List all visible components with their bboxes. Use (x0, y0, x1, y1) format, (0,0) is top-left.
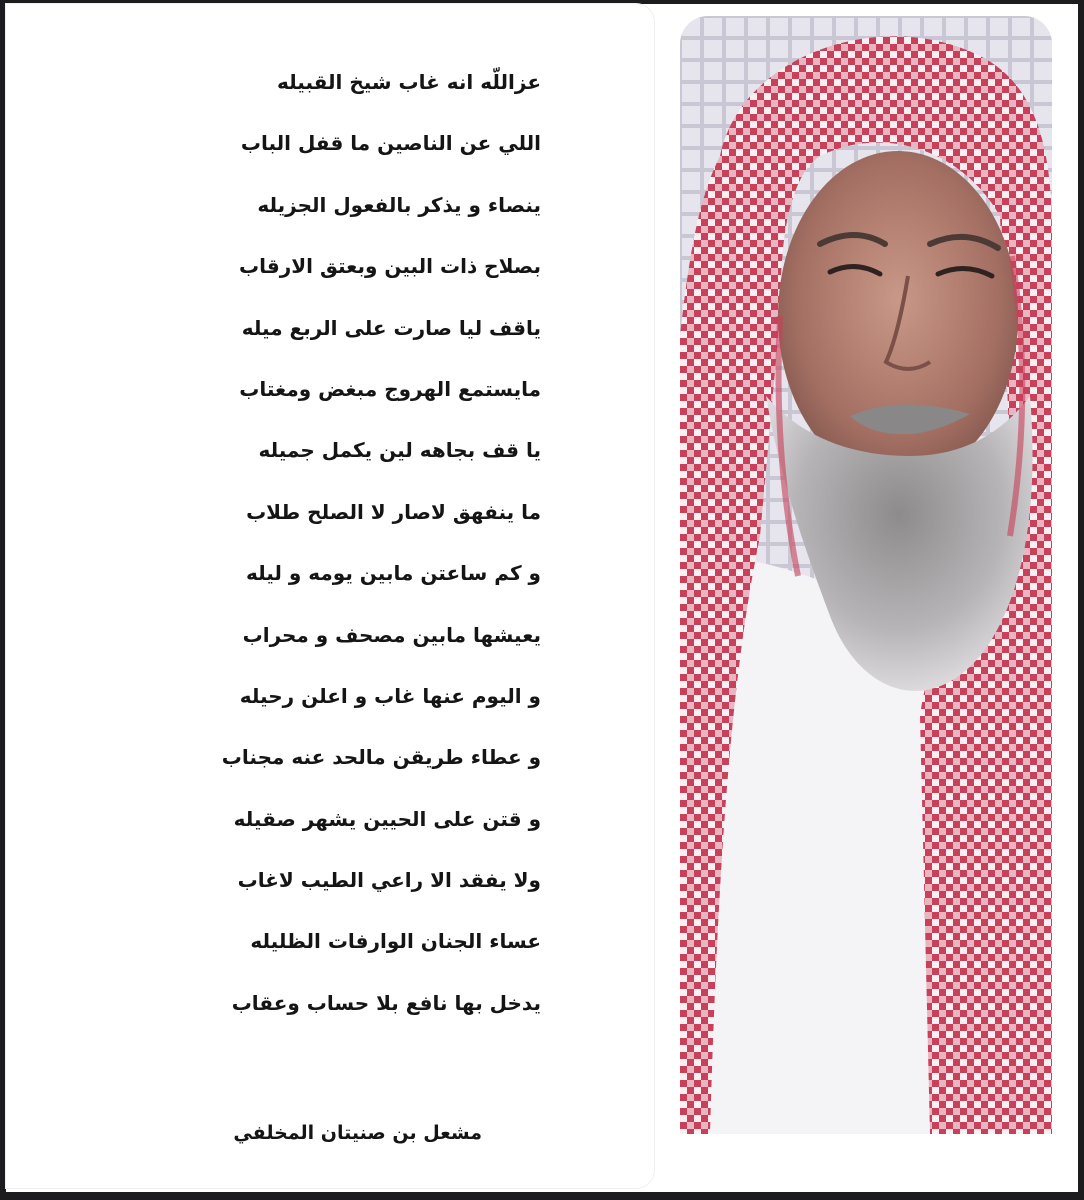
portrait-illustration (680, 16, 1052, 1134)
portrait-photo (680, 16, 1052, 1134)
poem-verse: ياقف ليا صارت على الربع ميله (241, 315, 541, 340)
poem-text (196, 62, 541, 1044)
poem-verse: يا قف بجاهه لين يكمل جميله (258, 438, 541, 463)
poem-verse: مايستمع الهروج مبغض ومغتاب (239, 376, 541, 401)
poem-verse: و عطاء طريقن مالحد عنه مجناب (221, 745, 541, 770)
poem-verse: بصلاح ذات البين وبعتق الارقاب (239, 254, 541, 279)
poem-verse: ولا يفقد الا راعي الطيب لاغاب (237, 868, 541, 893)
poem-author: مشعل بن صنيتان المخلفي (233, 1122, 482, 1144)
poem-card (6, 4, 654, 1188)
poem-verse: ما ينفهق لاصار لا الصلح طلاب (246, 499, 541, 524)
page-frame (6, 4, 1078, 1192)
poem-verse: و كم ساعتن مابين يومه و ليله (245, 561, 541, 586)
poem-verse: عساء الجنان الوارفات الظليله (250, 929, 541, 954)
poem-verse: ينصاء و يذكر بالفعول الجزيله (257, 192, 541, 217)
poem-verse: يعيشها مابين مصحف و محراب (242, 622, 541, 647)
poem-verse: عزاللّه انه غاب شيخ القبيله (276, 70, 541, 94)
poem-verse: و قتن على الحيين يشهر صقيله (233, 806, 541, 831)
poem-verse: يدخل بها نافع بلا حساب وعقاب (231, 990, 541, 1015)
poem-verse: اللي عن الناصين ما قفل الباب (240, 131, 541, 156)
bottom-frame-strip (0, 1192, 1084, 1200)
poem-verse: و اليوم عنها غاب و اعلن رحيله (239, 683, 541, 708)
